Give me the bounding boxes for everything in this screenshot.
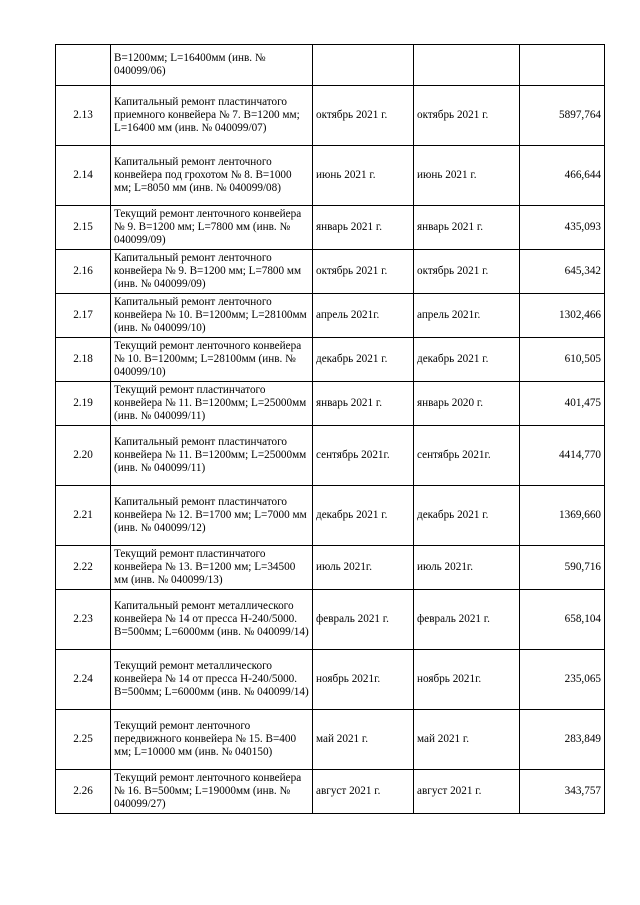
- work-description: Текущий ремонт ленточного конвейера № 16. B=500мм; L=19000мм (инв. № 040099/27): [111, 770, 313, 814]
- start-date: декабрь 2021 г.: [313, 486, 414, 546]
- item-number: 2.24: [56, 650, 111, 710]
- start-date: август 2021 г.: [313, 770, 414, 814]
- start-date: февраль 2021 г.: [313, 590, 414, 650]
- cost-amount: 658,104: [520, 590, 605, 650]
- end-date: февраль 2021 г.: [414, 590, 520, 650]
- start-date: октябрь 2021 г.: [313, 86, 414, 146]
- end-date: ноябрь 2021г.: [414, 650, 520, 710]
- cost-amount: 645,342: [520, 250, 605, 294]
- table-row: [56, 86, 605, 146]
- table-row: [56, 590, 605, 650]
- cost-amount: [520, 45, 605, 86]
- table-row: [56, 338, 605, 382]
- item-number: 2.22: [56, 546, 111, 590]
- cost-amount: 435,093: [520, 206, 605, 250]
- end-date: декабрь 2021 г.: [414, 338, 520, 382]
- item-number: [56, 45, 111, 86]
- table-row: [56, 206, 605, 250]
- cost-amount: 235,065: [520, 650, 605, 710]
- work-description: Капитальный ремонт ленточного конвейера № 10. B=1200мм; L=28100мм (инв. № 040099/10): [111, 294, 313, 338]
- work-description: Текущий ремонт пластинчатого конвейера № 11. B=1200мм; L=25000мм (инв. № 040099/11): [111, 382, 313, 426]
- cost-amount: 343,757: [520, 770, 605, 814]
- start-date: [313, 45, 414, 86]
- start-date: октябрь 2021 г.: [313, 250, 414, 294]
- table-row: [56, 710, 605, 770]
- table-row: [56, 294, 605, 338]
- end-date: январь 2021 г.: [414, 206, 520, 250]
- start-date: январь 2021 г.: [313, 382, 414, 426]
- table-row: [56, 250, 605, 294]
- item-number: 2.25: [56, 710, 111, 770]
- cost-amount: 1369,660: [520, 486, 605, 546]
- item-number: 2.14: [56, 146, 111, 206]
- start-date: декабрь 2021 г.: [313, 338, 414, 382]
- work-description: Капитальный ремонт ленточного конвейера № 9. B=1200 мм; L=7800 мм (инв. № 040099/09): [111, 250, 313, 294]
- item-number: 2.13: [56, 86, 111, 146]
- work-description: Капитальный ремонт пластинчатого приемного конвейера № 7. B=1200 мм; L=16400 мм (инв. № 040099/07): [111, 86, 313, 146]
- cost-amount: 590,716: [520, 546, 605, 590]
- work-description: Текущий ремонт металлического конвейера № 14 от пресса Н-240/5000. B=500мм; L=6000мм (инв. № 040099/14): [111, 650, 313, 710]
- work-description: B=1200мм; L=16400мм (инв. № 040099/06): [111, 45, 313, 86]
- item-number: 2.19: [56, 382, 111, 426]
- start-date: июль 2021г.: [313, 546, 414, 590]
- end-date: май 2021 г.: [414, 710, 520, 770]
- end-date: август 2021 г.: [414, 770, 520, 814]
- table-body: [56, 45, 605, 814]
- end-date: апрель 2021г.: [414, 294, 520, 338]
- table-row: [56, 546, 605, 590]
- table-row: [56, 486, 605, 546]
- work-description: Капитальный ремонт металлического конвейера № 14 от пресса Н-240/5000. B=500мм; L=6000мм (инв. № 040099/14): [111, 590, 313, 650]
- start-date: ноябрь 2021г.: [313, 650, 414, 710]
- start-date: июнь 2021 г.: [313, 146, 414, 206]
- cost-amount: 610,505: [520, 338, 605, 382]
- end-date: сентябрь 2021г.: [414, 426, 520, 486]
- table-row: [56, 45, 605, 86]
- end-date: [414, 45, 520, 86]
- work-description: Капитальный ремонт пластинчатого конвейера № 11. B=1200мм; L=25000мм (инв. № 040099/11): [111, 426, 313, 486]
- repair-schedule-table: [55, 44, 605, 814]
- work-description: Капитальный ремонт ленточного конвейера под грохотом № 8. B=1000 мм; L=8050 мм (инв. № 040099/08): [111, 146, 313, 206]
- item-number: 2.21: [56, 486, 111, 546]
- item-number: 2.15: [56, 206, 111, 250]
- cost-amount: 5897,764: [520, 86, 605, 146]
- end-date: январь 2020 г.: [414, 382, 520, 426]
- end-date: декабрь 2021 г.: [414, 486, 520, 546]
- item-number: 2.17: [56, 294, 111, 338]
- item-number: 2.23: [56, 590, 111, 650]
- end-date: июнь 2021 г.: [414, 146, 520, 206]
- table-row: [56, 146, 605, 206]
- work-description: Текущий ремонт пластинчатого конвейера № 13. B=1200 мм; L=34500 мм (инв. № 040099/13): [111, 546, 313, 590]
- table-row: [56, 770, 605, 814]
- end-date: октябрь 2021 г.: [414, 86, 520, 146]
- start-date: январь 2021 г.: [313, 206, 414, 250]
- cost-amount: 4414,770: [520, 426, 605, 486]
- start-date: сентябрь 2021г.: [313, 426, 414, 486]
- work-description: Текущий ремонт ленточного конвейера № 9. B=1200 мм; L=7800 мм (инв. № 040099/09): [111, 206, 313, 250]
- item-number: 2.18: [56, 338, 111, 382]
- table-row: [56, 382, 605, 426]
- work-description: Текущий ремонт ленточного передвижного конвейера № 15. B=400 мм; L=10000 мм (инв. № 040150): [111, 710, 313, 770]
- cost-amount: 401,475: [520, 382, 605, 426]
- end-date: октябрь 2021 г.: [414, 250, 520, 294]
- work-description: Текущий ремонт ленточного конвейера № 10. B=1200мм; L=28100мм (инв. № 040099/10): [111, 338, 313, 382]
- cost-amount: 466,644: [520, 146, 605, 206]
- cost-amount: 1302,466: [520, 294, 605, 338]
- end-date: июль 2021г.: [414, 546, 520, 590]
- start-date: апрель 2021г.: [313, 294, 414, 338]
- start-date: май 2021 г.: [313, 710, 414, 770]
- item-number: 2.16: [56, 250, 111, 294]
- table-row: [56, 426, 605, 486]
- item-number: 2.26: [56, 770, 111, 814]
- item-number: 2.20: [56, 426, 111, 486]
- cost-amount: 283,849: [520, 710, 605, 770]
- work-description: Капитальный ремонт пластинчатого конвейера № 12. B=1700 мм; L=7000 мм (инв. № 040099/12): [111, 486, 313, 546]
- table-row: [56, 650, 605, 710]
